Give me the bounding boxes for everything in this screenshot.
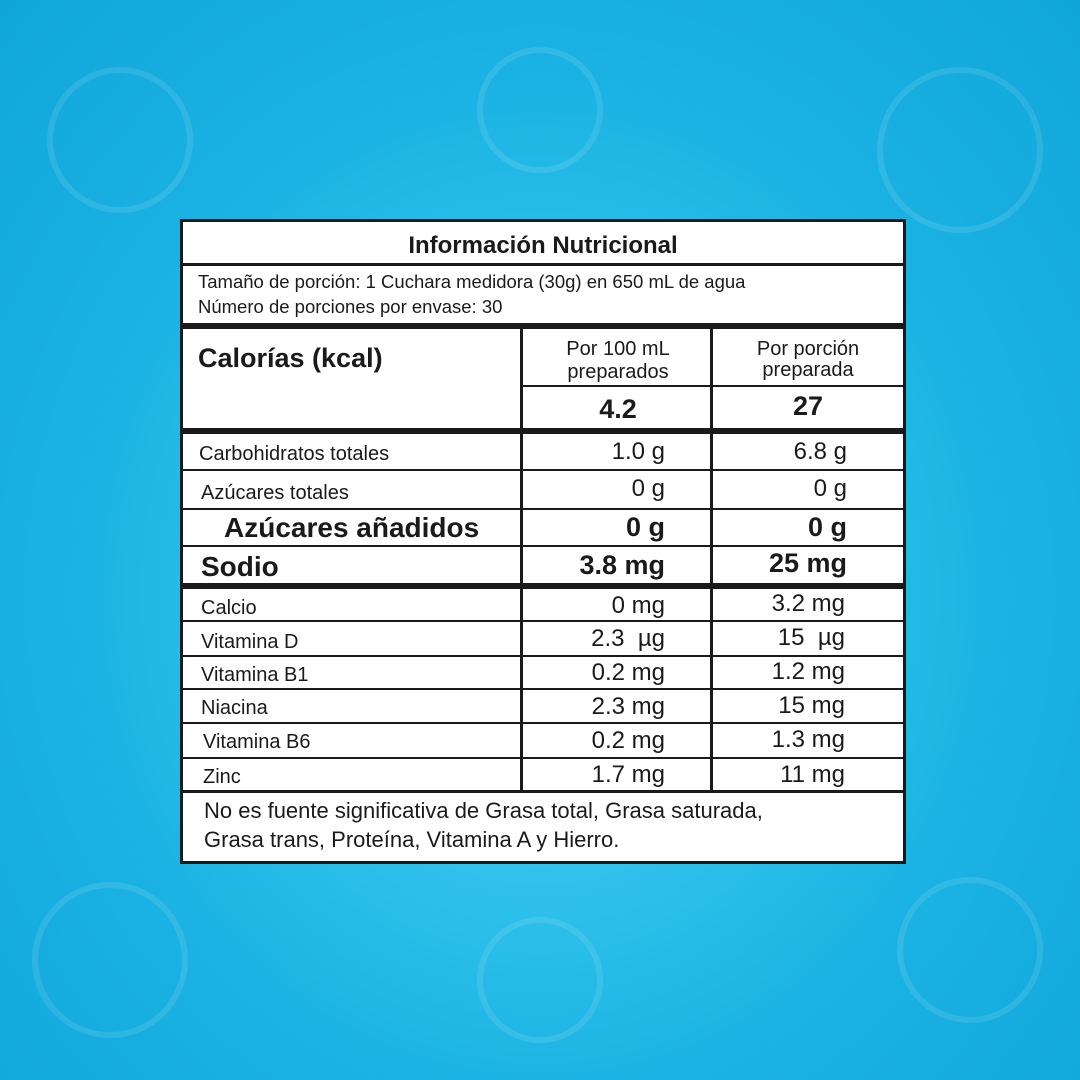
nutrient-name: Carbohidratos totales [199,443,390,465]
micronutrient-per-100ml: 2.3 µg [591,625,665,652]
divider [183,263,903,266]
micronutrient-per-serving: 15 µg [777,624,845,651]
micronutrient-name: Niacina [201,697,268,719]
divider [183,469,903,471]
micronutrient-name: Vitamina D [201,631,299,653]
servings-per-container: Número de porciones por envase: 30 [198,296,503,317]
thick-divider [183,323,903,329]
nutrient-per-serving: 6.8 g [793,438,847,465]
column-divider [710,326,713,793]
micronutrient-per-serving: 1.3 mg [771,726,845,753]
col2-header-line2: preparada [762,359,854,381]
micronutrient-name: Zinc [203,766,241,788]
nutrient-name: Sodio [201,551,279,582]
divider [183,722,903,724]
calories-label: Calorías (kcal) [198,343,383,373]
micronutrient-per-100ml: 0.2 mg [591,727,665,754]
micronutrient-per-100ml: 0 mg [611,592,665,619]
divider [183,757,903,759]
thick-divider [183,428,903,434]
divider [183,620,903,622]
calories-per-100ml: 4.2 [599,394,637,424]
micronutrient-per-serving: 1.2 mg [771,658,845,685]
micronutrient-name: Vitamina B1 [201,664,309,686]
nutrient-per-100ml: 1.0 g [611,438,665,465]
divider [183,655,903,657]
divider [183,508,903,510]
calories-per-serving: 27 [792,391,824,421]
nutrient-per-serving: 0 g [807,512,847,542]
divider [183,688,903,690]
footnote-line2: Grasa trans, Proteína, Vitamina A y Hierro. [204,827,620,852]
micronutrient-per-serving: 15 mg [778,692,845,719]
nutrient-per-100ml: 0 g [631,475,665,502]
nutrient-per-serving: 25 mg [768,548,847,578]
divider [183,545,903,547]
footnote-line1: No es fuente significativa de Grasa total, Grasa saturada, [204,798,763,823]
thick-divider [183,583,903,589]
micronutrient-name: Calcio [201,597,257,619]
micronutrient-per-100ml: 1.7 mg [591,761,665,788]
micronutrient-per-100ml: 0.2 mg [591,659,665,686]
col1-header-line2: preparados [567,361,669,383]
nutrient-name: Azúcares totales [201,482,349,504]
nutrient-per-100ml: 0 g [625,512,665,542]
divider [183,790,903,793]
micronutrient-per-serving: 3.2 mg [771,590,845,617]
nutrition-facts-label [180,219,906,864]
label-title: Información Nutricional [408,232,678,259]
nutrient-per-100ml: 3.8 mg [579,550,665,580]
column-divider [520,326,523,793]
col2-header-line1: Por porción [756,338,860,360]
col1-header-line1: Por 100 mL [566,338,670,360]
divider [523,385,903,387]
micronutrient-name: Vitamina B6 [203,731,311,753]
micronutrient-per-100ml: 2.3 mg [591,693,665,720]
nutrient-per-serving: 0 g [813,475,847,502]
serving-size: Tamaño de porción: 1 Cuchara medidora (30g) en 650 mL de agua [198,271,746,292]
micronutrient-per-serving: 11 mg [780,761,845,788]
nutrient-name: Azúcares añadidos [224,512,480,543]
